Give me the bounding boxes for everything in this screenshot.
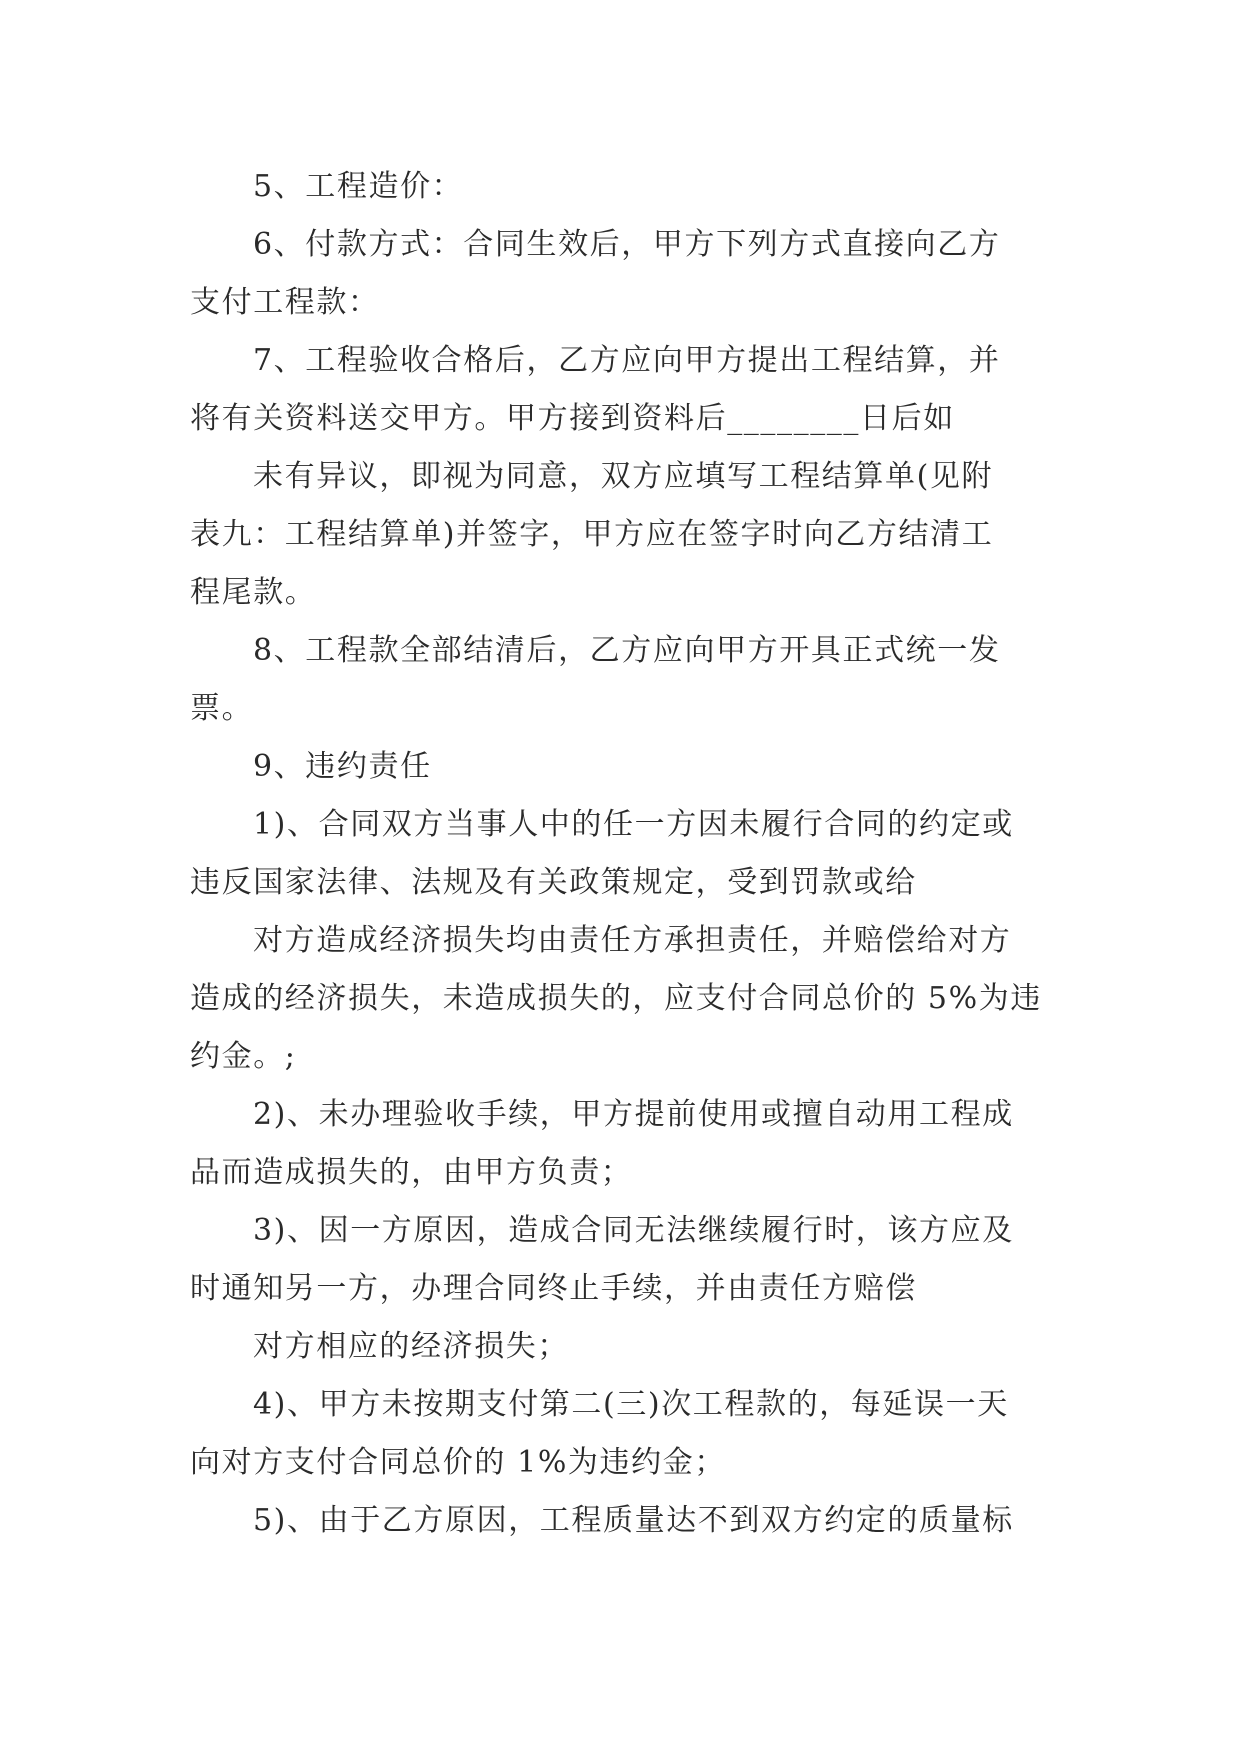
item-2-line: 2)、未办理验收手续，甲方提前使用或擅自动用工程成 bbox=[253, 1097, 1014, 1132]
clause-7-paragraph-2: 未有异议，即视为同意，双方应填写工程结算单(见附 bbox=[253, 459, 994, 494]
item-5-line: 5)、由于乙方原因，工程质量达不到双方约定的质量标 bbox=[253, 1503, 1014, 1538]
clause-5-line: 5、工程造价： bbox=[253, 169, 464, 204]
item-4-continuation: 向对方支付合同总价的 1%为违约金； bbox=[190, 1445, 726, 1480]
clause-8-line: 8、工程款全部结清后，乙方应向甲方开具正式统一发 bbox=[253, 633, 1001, 668]
item-1-paragraph-2: 对方造成经济损失均由责任方承担责任，并赔偿给对方 bbox=[253, 923, 1012, 958]
item-1-paragraph-2-end: 约金。; bbox=[190, 1039, 297, 1074]
clause-7-paragraph-2-end: 程尾款。 bbox=[190, 575, 317, 610]
item-4-line: 4)、甲方未按期支付第二(三)次工程款的，每延误一天 bbox=[253, 1387, 1009, 1422]
clause-8-continuation: 票。 bbox=[190, 691, 254, 726]
document-body bbox=[190, 158, 1052, 1550]
clause-7-line: 7、工程验收合格后，乙方应向甲方提出工程结算，并 bbox=[253, 343, 1001, 378]
item-3-paragraph-2: 对方相应的经济损失； bbox=[253, 1329, 569, 1364]
item-2-continuation: 品而造成损失的，由甲方负责； bbox=[190, 1155, 633, 1190]
item-3-line: 3)、因一方原因，造成合同无法继续履行时，该方应及 bbox=[253, 1213, 1014, 1248]
clause-6-continuation: 支付工程款： bbox=[190, 285, 380, 320]
item-1-line: 1)、合同双方当事人中的任一方因未履行合同的约定或 bbox=[253, 807, 1014, 842]
item-3-continuation: 时通知另一方，办理合同终止手续，并由责任方赔偿 bbox=[190, 1271, 917, 1306]
clause-9-heading: 9、违约责任 bbox=[253, 749, 432, 784]
clause-7-paragraph-2-continuation: 表九：工程结算单)并签字，甲方应在签字时向乙方结清工 bbox=[190, 517, 994, 552]
clause-7-continuation: 将有关资料送交甲方。甲方接到资料后________日后如 bbox=[190, 401, 955, 436]
clause-6-line: 6、付款方式：合同生效后，甲方下列方式直接向乙方 bbox=[253, 227, 1001, 262]
item-1-continuation: 违反国家法律、法规及有关政策规定，受到罚款或给 bbox=[190, 865, 917, 900]
item-1-paragraph-2-continuation: 造成的经济损失，未造成损失的，应支付合同总价的 5%为违 bbox=[190, 981, 1042, 1016]
